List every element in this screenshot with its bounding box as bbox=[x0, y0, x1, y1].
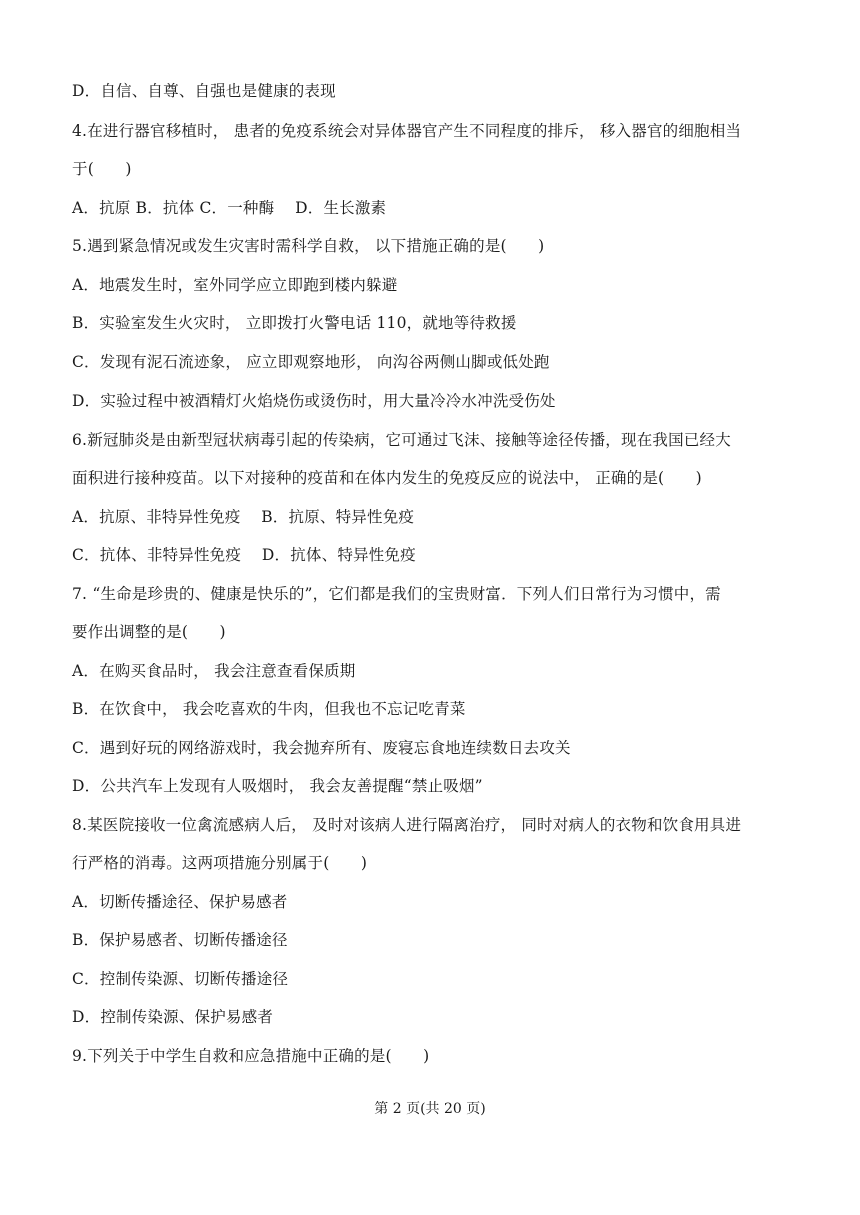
question-4-line-1: 4.在进行器官移植时， 患者的免疫系统会对异体器官产生不同程度的排斥， 移入器官的细胞相当 bbox=[72, 122, 742, 140]
question-7-line-1: 7. “生命是珍贵的、健康是快乐的”，它们都是我们的宝贵财富．下列人们日常行为习惯中，需 bbox=[72, 585, 721, 603]
question-8-line-2: 行严格的消毒。这两项措施分别属于( ) bbox=[72, 854, 368, 872]
question-7-option-a: A．在购买食品时， 我会注意查看保质期 bbox=[72, 662, 356, 680]
question-8-option-c: C．控制传染源、切断传播途径 bbox=[72, 970, 289, 988]
question-7-option-b: B．在饮食中， 我会吃喜欢的牛肉，但我也不忘记吃青菜 bbox=[72, 700, 466, 718]
question-5-option-a: A．地震发生时，室外同学应立即跑到楼内躲避 bbox=[72, 276, 398, 294]
question-6-line-2: 面积进行接种疫苗。以下对接种的疫苗和在体内发生的免疫反应的说法中， 正确的是( ) bbox=[72, 469, 702, 487]
text-line: D．自信、自尊、自强也是健康的表现 bbox=[72, 82, 336, 100]
question-8-option-a: A．切断传播途径、保护易感者 bbox=[72, 893, 288, 911]
question-8-line-1: 8.某医院接收一位禽流感病人后， 及时对该病人进行隔离治疗， 同时对病人的衣物和饮食用具进 bbox=[72, 816, 742, 834]
question-4-options: A．抗原 B．抗体 C．一种酶 D．生长激素 bbox=[72, 199, 387, 217]
question-4-line-2: 于( ) bbox=[72, 160, 132, 178]
question-5-option-d: D．实验过程中被酒精灯火焰烧伤或烫伤时，用大量冷冷水冲洗受伤处 bbox=[72, 392, 556, 410]
question-9-stem: 9.下列关于中学生自救和应急措施中正确的是( ) bbox=[72, 1047, 430, 1065]
question-6-options-ab: A．抗原、非特异性免疫 B．抗原、特异性免疫 bbox=[72, 508, 415, 526]
question-5-stem: 5.遇到紧急情况或发生灾害时需科学自救， 以下措施正确的是( ) bbox=[72, 237, 545, 255]
question-6-options-cd: C．抗体、非特异性免疫 D．抗体、特异性免疫 bbox=[72, 546, 416, 564]
question-7-option-d: D．公共汽车上发现有人吸烟时， 我会友善提醒“禁止吸烟” bbox=[72, 777, 483, 795]
page-footer: 第 2 页(共 20 页) bbox=[374, 1101, 486, 1117]
question-6-line-1: 6.新冠肺炎是由新型冠状病毒引起的传染病，它可通过飞沫、接触等途径传播，现在我国已经大 bbox=[72, 431, 731, 449]
question-7-option-c: C．遇到好玩的网络游戏时，我会抛弃所有、废寝忘食地连续数日去攻关 bbox=[72, 739, 571, 757]
question-8-option-b: B．保护易感者、切断传播途径 bbox=[72, 931, 288, 949]
question-5-option-c: C．发现有泥石流迹象， 应立即观察地形， 向沟谷两侧山脚或低处跑 bbox=[72, 353, 550, 371]
question-7-line-2: 要作出调整的是( ) bbox=[72, 623, 226, 641]
question-8-option-d: D．控制传染源、保护易感者 bbox=[72, 1008, 274, 1026]
question-5-option-b: B．实验室发生火灾时， 立即拨打火警电话 110，就地等待救援 bbox=[72, 314, 517, 332]
